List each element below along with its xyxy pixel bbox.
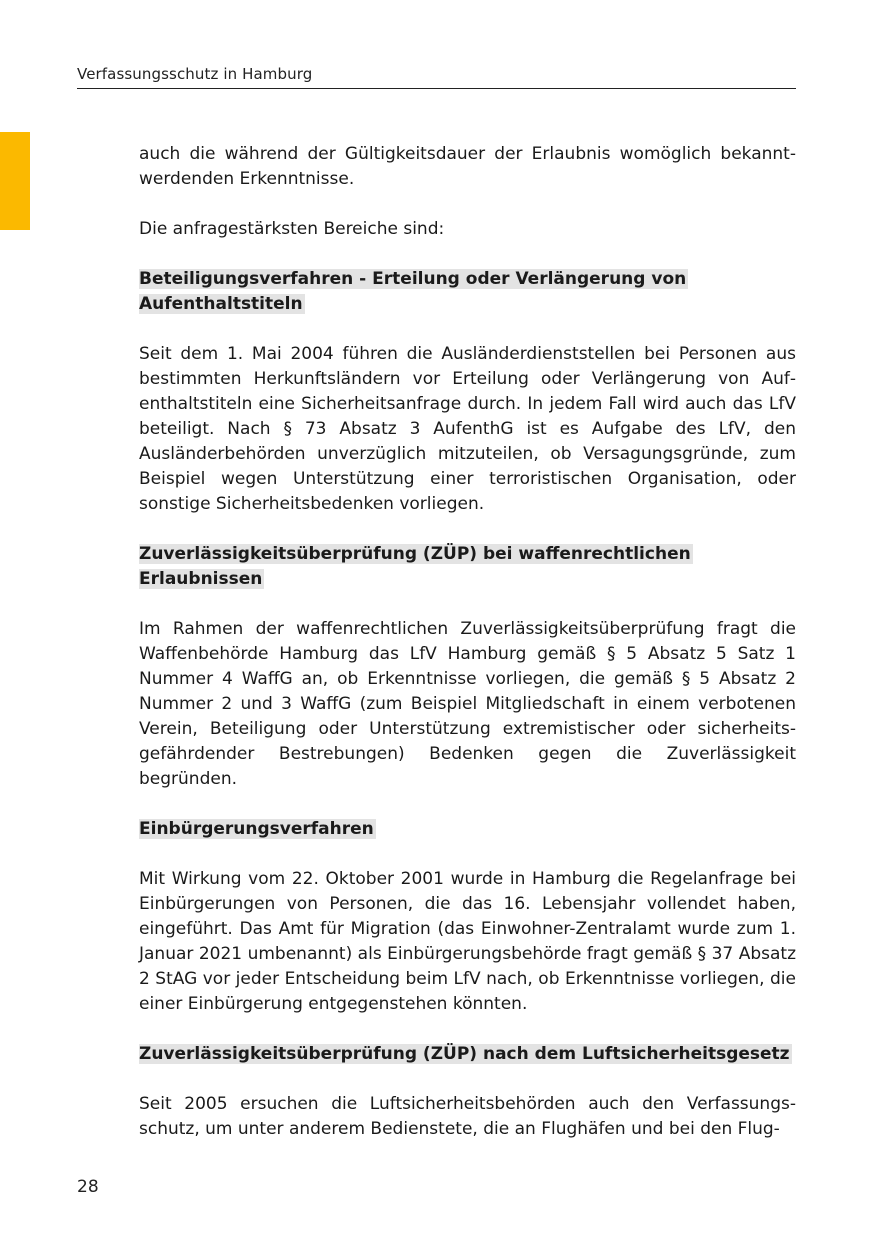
- section-heading-aufenthaltstitel: [139, 267, 796, 317]
- section-paragraph-waffenrecht: Im Rahmen der waffenrechtlichen Zuverlässigkeitsüberprüfung fragt die Waffenbehörde Hamburg das LfV Hamburg gemäß § 5 Absatz 5 Satz 1 Nummer 4 WaffG an, ob Erkenntnisse vorliegen, die gemäß § 5 Absatz 2 Nummer 2 und 3 WaffG (zum Beispiel Mitgliedschaft in einem verbotenen Verein, Beteiligung oder Unterstützung extremistischer oder sicherheitsgefährdender Bestrebungen) Bedenken gegen die Zuverlässigkeit begründen.: [139, 619, 796, 789]
- section-heading-text: Zuverlässigkeitsüberprüfung (ZÜP) nach dem Luftsicherheitsgesetz: [139, 1044, 790, 1064]
- intro-continuation-paragraph: auch die während der Gültigkeitsdauer der Erlaubnis womöglich bekanntwerdenden Erkenntnisse.: [139, 144, 796, 189]
- section-paragraph-einbuergerung: Mit Wirkung vom 22. Oktober 2001 wurde in Hamburg die Regelanfrage bei Einbürgerungen von Personen, die das 16. Lebensjahr vollendet haben, eingeführt. Das Amt für Migration (das Einwohner-Zentralamt wurde zum 1. Januar 2021 umbenannt) als Einbürgerungsbehörde fragt gemäß § 37 Absatz 2 StAG vor jeder Entscheidung beim LfV nach, ob Erkenntnisse vorliegen, die einer Einbürgerung entgegenstehen könnten.: [139, 869, 796, 1014]
- areas-intro-paragraph: Die anfragestärksten Bereiche sind:: [139, 219, 445, 239]
- section-heading-einbuergerung: [139, 817, 796, 842]
- section-heading-text: Zuverlässigkeitsüberprüfung (ZÜP) bei waffenrechtlichen Erlaubnissen: [139, 544, 691, 589]
- section-paragraph-aufenthaltstitel: Seit dem 1. Mai 2004 führen die Ausländerdienststellen bei Personen aus bestimmten Herkunftsländern vor Erteilung oder Verlängerung von Aufenthaltstiteln eine Sicherheitsanfrage durch. In jedem Fall wird auch das LfV beteiligt. Nach § 73 Absatz 3 AufenthG ist es Aufgabe des LfV, den Ausländerbehörden unverzüglich mitzuteilen, ob Versagungsgründe, zum Beispiel wegen Unterstützung einer terroristischen Organisation, oder sonstige Sicherheitsbedenken vorliegen.: [139, 344, 796, 514]
- section-heading-waffenrecht: [139, 542, 796, 592]
- section-heading-text: Beteiligungsverfahren - Erteilung oder Verlängerung von Aufenthaltstiteln: [139, 269, 687, 314]
- section-heading-text: Einbürgerungsverfahren: [139, 819, 374, 839]
- running-header: [77, 64, 796, 89]
- chapter-tab-marker: [0, 132, 30, 230]
- page-content: [139, 142, 796, 1167]
- header-title: Verfassungsschutz in Hamburg: [77, 65, 313, 83]
- section-paragraph-luftsicherheit: Seit 2005 ersuchen die Luftsicherheitsbehörden auch den Verfassungsschutz, um unter anderem Bedienstete, die an Flughäfen und bei den Flug-: [139, 1094, 796, 1139]
- page-number: 28: [77, 1177, 99, 1197]
- section-heading-luftsicherheit: [139, 1042, 796, 1067]
